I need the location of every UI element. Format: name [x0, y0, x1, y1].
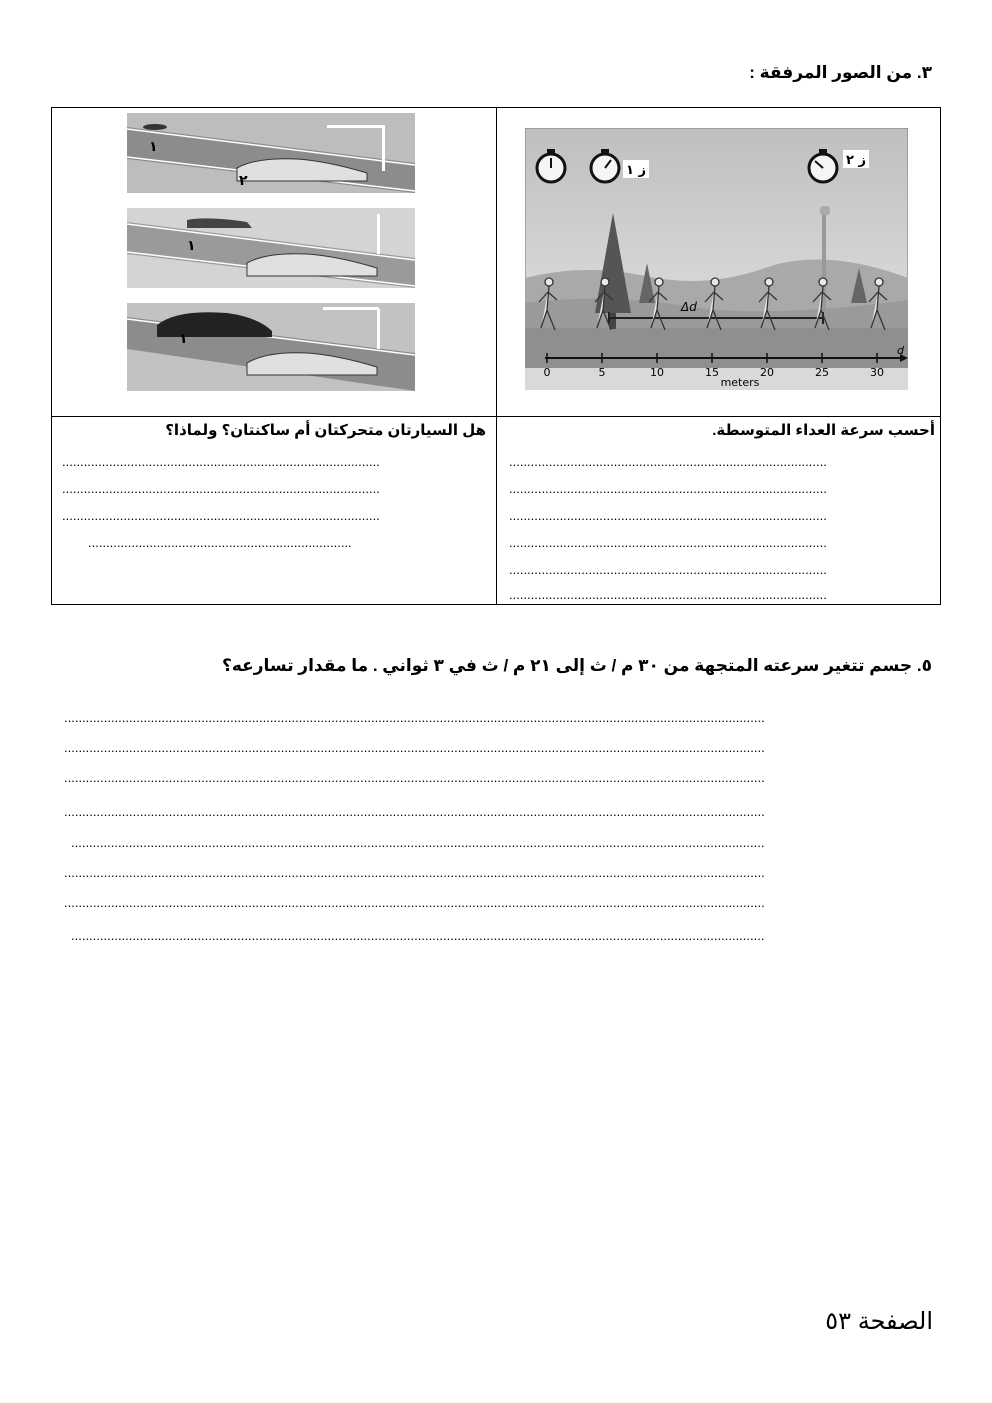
car-label: ١: [179, 331, 188, 347]
answer-line[interactable]: ................................................................................................................................................................................................: [71, 929, 765, 943]
car-panel-1: [127, 113, 415, 193]
car-panel-2: [127, 208, 415, 288]
table-divider-vertical: [496, 107, 497, 605]
answer-line[interactable]: ..................................................................................................................................................................................................: [64, 866, 765, 880]
car-label: ١: [149, 139, 158, 155]
timer-1-label: ز ١: [626, 163, 646, 178]
right-cell-prompt: أحسب سرعة العداء المتوسطة.: [712, 422, 935, 439]
page-number: الصفحة ٥٣: [825, 1308, 933, 1335]
answer-line[interactable]: ..................................................................................................................................................................................................: [64, 805, 765, 819]
answer-line[interactable]: ........................................................................................: [509, 588, 827, 602]
cars-illustration: [127, 113, 427, 391]
car-label: ٢: [239, 173, 248, 189]
runner-figure: [525, 128, 908, 390]
answer-line[interactable]: .........................................................................: [88, 536, 352, 550]
axis-tick-label: 20: [760, 366, 774, 379]
answer-line[interactable]: ........................................................................................: [62, 482, 380, 496]
answer-line[interactable]: ........................................................................................: [62, 455, 380, 469]
runner-illustration: [525, 128, 908, 390]
car-label: ١: [187, 238, 196, 254]
axis-tick-label: 5: [598, 366, 606, 379]
answer-line[interactable]: ........................................................................................: [509, 563, 827, 577]
axis-tick-label: 30: [870, 366, 884, 379]
timer-2-label: ز ٢: [846, 153, 866, 168]
cars-figure: [127, 113, 427, 391]
question-3-title: ٣. من الصور المرفقة :: [749, 63, 932, 82]
table-divider-horizontal: [51, 416, 941, 417]
axis-tick-label: 25: [815, 366, 829, 379]
car-panel-3: [127, 303, 415, 391]
axis-tick-label: 0: [543, 366, 551, 379]
answer-line[interactable]: ..................................................................................................................................................................................................: [64, 711, 765, 725]
answer-line[interactable]: ........................................................................................: [62, 509, 380, 523]
axis-tick-label: 10: [650, 366, 664, 379]
answer-line[interactable]: ........................................................................................: [509, 455, 827, 469]
answer-line[interactable]: ........................................................................................: [509, 536, 827, 550]
distance-label: Δd: [681, 300, 697, 314]
axis-end-label: d: [897, 344, 904, 357]
left-cell-prompt: هل السيارتان متحركتان أم ساكنتان؟ ولماذا؟: [165, 422, 486, 439]
answer-line[interactable]: ..................................................................................................................................................................................................: [64, 741, 765, 755]
axis-label: meters: [720, 376, 760, 389]
answer-line[interactable]: ........................................................................................: [509, 482, 827, 496]
answer-line[interactable]: ..................................................................................................................................................................................................: [64, 896, 765, 910]
answer-line[interactable]: ........................................................................................: [509, 509, 827, 523]
axis-tick-label: 15: [705, 366, 719, 379]
question-5-title: ٥. جسم تتغير سرعته المتجهة من ٣٠ م / ث إلى ٢١ م / ث في ٣ ثواني . ما مقدار تسارعه؟: [221, 656, 932, 675]
answer-line[interactable]: ..................................................................................................................................................................................................: [64, 771, 765, 785]
answer-line[interactable]: ................................................................................................................................................................................................: [71, 836, 765, 850]
